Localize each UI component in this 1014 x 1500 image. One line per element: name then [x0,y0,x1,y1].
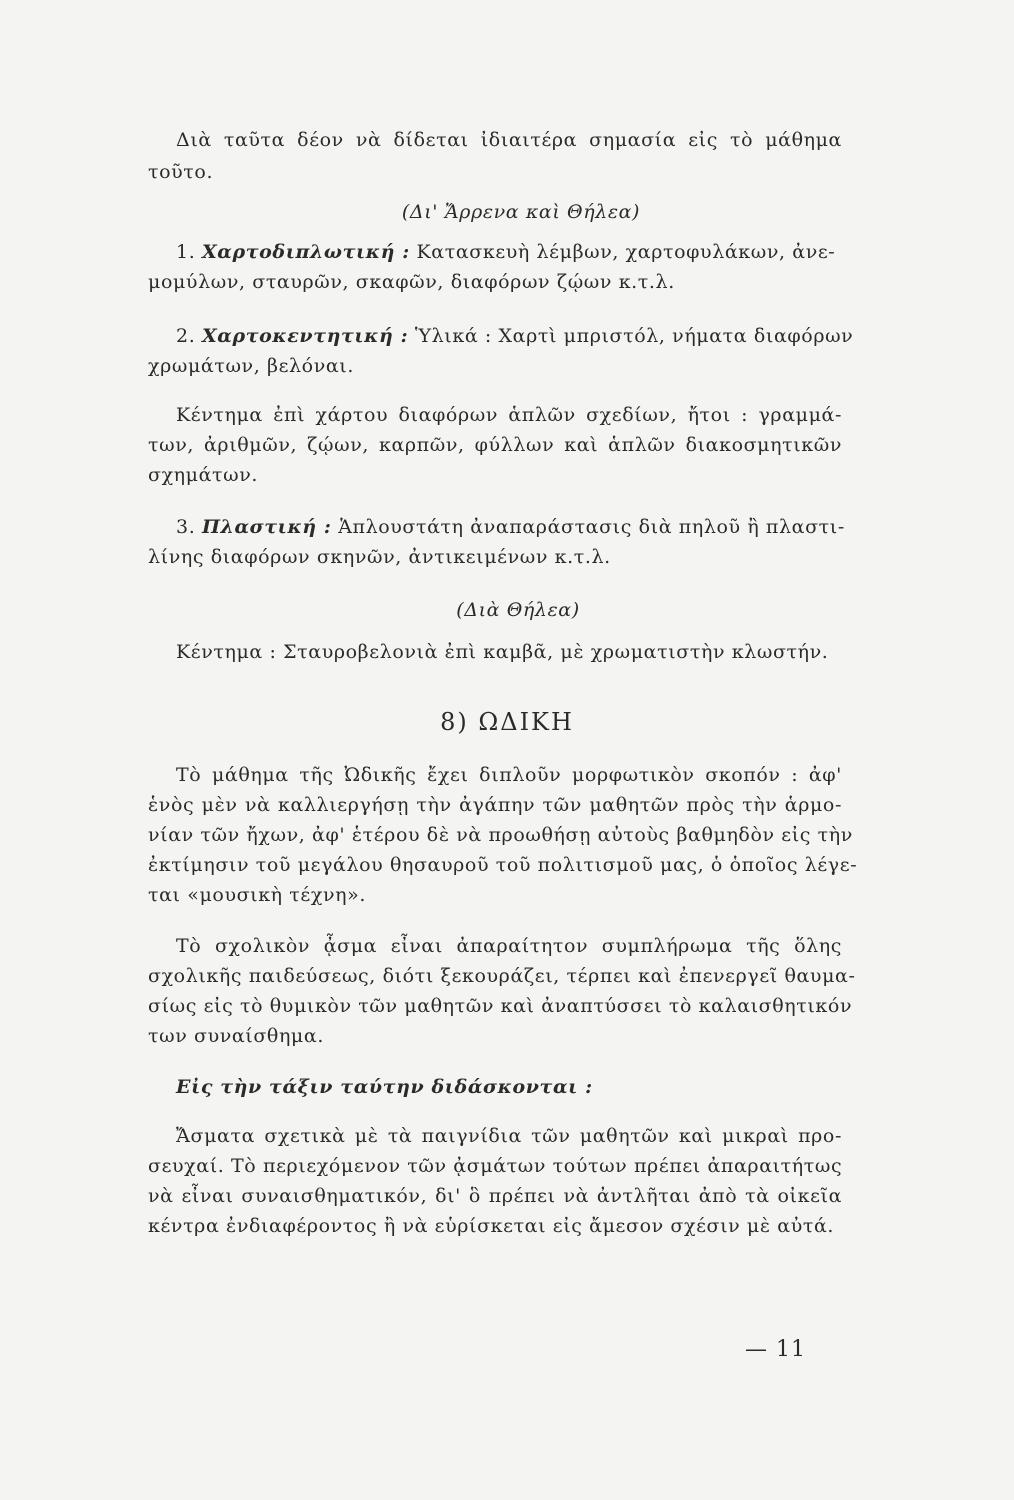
item-2-title: Χαρτοκεντητική : [201,325,409,347]
section-heading-both: (Δι' Ἄρρενα καὶ Θήλεα) [401,201,641,223]
item-1-text: Κατασκευὴ λέμβων, χαρτοφυλάκων, ἀνε- [416,241,836,263]
para-1-line-3: νίαν τῶν ἤχων, ἀφ' ἑτέρου δὲ νὰ προωθήσῃ αὐτοὺς βαθμηδὸν εἰς τὴν [148,824,853,846]
item-3-title: Πλαστική : [201,516,332,538]
item-2-line-1 [176,324,854,348]
item-2-number: 2. [176,325,196,347]
para-2-line-3: σίως εἰς τὸ θυμικὸν τῶν μαθητῶν καὶ ἀναπτύσσει τὸ καλαισθητικόν [148,995,853,1017]
item-3-line-2: λίνης διαφόρων σκηνῶν, ἀντικειμένων κ.τ.λ. [148,546,611,568]
para-3-line-2: σευχαί. Τὸ περιεχόμενον τῶν ᾀσμάτων τούτων πρέπει ἀπαραιτήτως [148,1155,843,1177]
para-3-line-4: κέντρα ἐνδιαφέροντος ἢ νὰ εὑρίσκεται εἰς ἄμεσον σχέσιν μὲ αὐτά. [148,1215,835,1237]
intro-line-1: Διὰ ταῦτα δέον νὰ δίδεται ἰδιαιτέρα σημασία εἰς τὸ μάθημα [176,129,842,151]
para-2-line-1: Τὸ σχολικὸν ᾆσμα εἶναι ἀπαραίτητον συμπλήρωμα τῆς ὅλης [176,935,842,957]
item-3-line-1 [176,515,845,539]
page-number: — 11 [745,1337,806,1362]
para-2-line-4: των συναίσθημα. [148,1025,324,1047]
item-2-text: Ὑλικά : Χαρτὶ μπριστόλ, νήματα διαφόρων [414,325,854,347]
item-1-title: Χαρτοδιπλωτική : [201,241,410,263]
item-2-para-line-3: σχημάτων. [148,464,259,486]
item-1-line-1 [176,240,842,264]
item-1-number: 1. [176,241,196,263]
section-8-heading: 8) ΩΔΙΚΗ [440,708,574,736]
para-1-line-5: ται «μουσικὴ τέχνη». [148,884,366,906]
item-2-para-line-2: των, ἀριθμῶν, ζῴων, καρπῶν, φύλλων καὶ ἁπλῶν διακοσμητικῶν [148,434,842,456]
intro-line-2: τοῦτο. [148,161,214,183]
subheading: Εἰς τὴν τάξιν ταύτην διδάσκονται : [176,1076,593,1098]
para-1-line-2: ἑνὸς μὲν νὰ καλλιεργήσῃ τὴν ἀγάπην τῶν μαθητῶν πρὸς τὴν ἁρμο- [148,794,842,816]
item-2-line-2: χρωμάτων, βελόναι. [148,355,354,377]
para-1-line-4: ἐκτίμησιν τοῦ μεγάλου θησαυροῦ τοῦ πολιτισμοῦ μας, ὁ ὁποῖος λέγε- [148,854,858,876]
item-3-text: Ἁπλουστάτη ἀναπαράστασις διὰ πηλοῦ ἢ πλαστι- [338,516,845,538]
para-2-line-2: σχολικῆς παιδεύσεως, διότι ξεκουράζει, τέρπει καὶ ἐπενεργεῖ θαυμα- [148,965,856,987]
item-3-number: 3. [176,516,196,538]
item-2-para-line-1: Κέντημα ἐπὶ χάρτου διαφόρων ἁπλῶν σχεδίων, ἤτοι : γραμμά- [176,404,842,426]
item-1-line-2: μομύλων, σταυρῶν, σκαφῶν, διαφόρων ζῴων κ.τ.λ. [148,271,675,293]
section-girls-text: Κέντημα : Σταυροβελονιὰ ἐπὶ καμβᾶ, μὲ χρωματιστὴν κλωστήν. [176,641,829,663]
para-3-line-1: Ἄσματα σχετικὰ μὲ τὰ παιγνίδια τῶν μαθητῶν καὶ μικραὶ προ- [176,1125,842,1147]
para-3-line-3: νὰ εἶναι συναισθηματικόν, δι' ὃ πρέπει νὰ ἀντλῆται ἀπὸ τὰ οἰκεῖα [148,1185,842,1207]
section-heading-girls: (Διὰ Θήλεα) [456,599,580,621]
para-1-line-1: Τὸ μάθημα τῆς Ὠδικῆς ἔχει διπλοῦν μορφωτικὸν σκοπόν : ἀφ' [176,764,842,786]
